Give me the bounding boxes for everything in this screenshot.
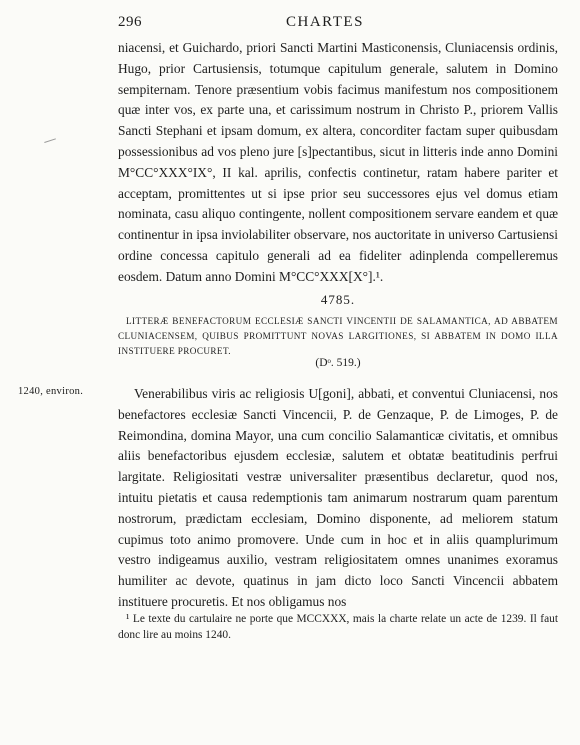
footnote bbox=[118, 611, 558, 643]
charter-4785-paragraph: Venerabilibus viris ac religiosis U[goni], abbati, et conventui Cluniacensi, nos benefactores ecclesiæ Sancti Vincencii, P. de Genzaque, P. de Limoges, P. de Reimondina, domina Mayor, una cum concilio Salamanticæ civitatis, et omnibus aliis benefactoribus ejusdem ecclesiæ, salutem et obtatæ beatitudinis perfrui largitate. Religiositati vestræ universaliter præsentibus declaretur, quod nos, intuitu pietatis et causa redemptionis tam animarum nostrarum quam parentum nostrorum, prædictam ecclesiam, Domino disponente, ad meliorem statum cupimus toto animo promovere. Unde cum in hoc et in aliis quamplurimum vestro indigeamus auxilio, vestram religiositatem omnes unanimes exoramus humiliter ac devote, quatinus in jam dicto loco Sancti Vincencii abbatem instituere procuretis. Et nos obligamus nos bbox=[118, 386, 558, 609]
footnote-text: ¹ Le texte du cartulaire ne porte que MCCXXX, mais la charte relate un acte de 1239. Il faut donc lire au moins 1240. bbox=[118, 613, 558, 641]
running-title: CHARTES bbox=[286, 14, 364, 30]
charter-4784-paragraph: niacensi, et Guichardo, priori Sancti Martini Masticonensis, Cluniacensis ordinis, Hugo, prior Cartusiensis, totumque capitulum generale, salutem in Domino sempiternam. Tenore præsentium vobis facimus manifestum nos compositionem quæ inter vos, ex parte una, et carissimum nostrum in Christo P., priorem Vallis Sancti Stephani et ipsam domum, ex altera, concorditer factam super quibusdam possessionibus ad vos pleno jure [s]pectantibus, sicut in litteris inde anno Domini M°CC°XXX°IX°, II kal. aprilis, confectis continetur, ratam habere pariter et acceptam, promittentes ut si ipse prior seu successores ejus vel domus etiam nominata, casu aliquo contingente, nollent compositionem servare eandem et quæ continentur in ipsa inviolabiliter observare, nos auctoritate in universo Cartusiensi ordine concessa capitulo generali ad ea fideliter adinplenda compelleremus eosdem. Datum anno Domini M°CC°XXX[X°].¹. bbox=[118, 40, 558, 284]
charter-4785-text bbox=[118, 384, 558, 613]
charter-rubric bbox=[118, 314, 558, 359]
charter-4784-text bbox=[118, 38, 558, 288]
margin-date: 1240, environ. bbox=[18, 386, 84, 397]
charter-number: 4785. bbox=[320, 292, 356, 307]
page-header bbox=[118, 14, 560, 34]
pencil-mark bbox=[44, 138, 58, 148]
page-number: 296 bbox=[118, 14, 142, 30]
charter-rubric-text: LITTERÆ BENEFACTORUM ECCLESIÆ SANCTI VINCENTII DE SALAMANTICA, AD ABBATEM CLUNIACENSEM, QUIBUS PROMITTUNT NOVAS LARGITIONES, SI ABBATEM IN DOMO ILLA INSTITUERE PROCURET. bbox=[118, 316, 558, 356]
source-reference: (Dᵒ. 519.) bbox=[315, 357, 361, 369]
